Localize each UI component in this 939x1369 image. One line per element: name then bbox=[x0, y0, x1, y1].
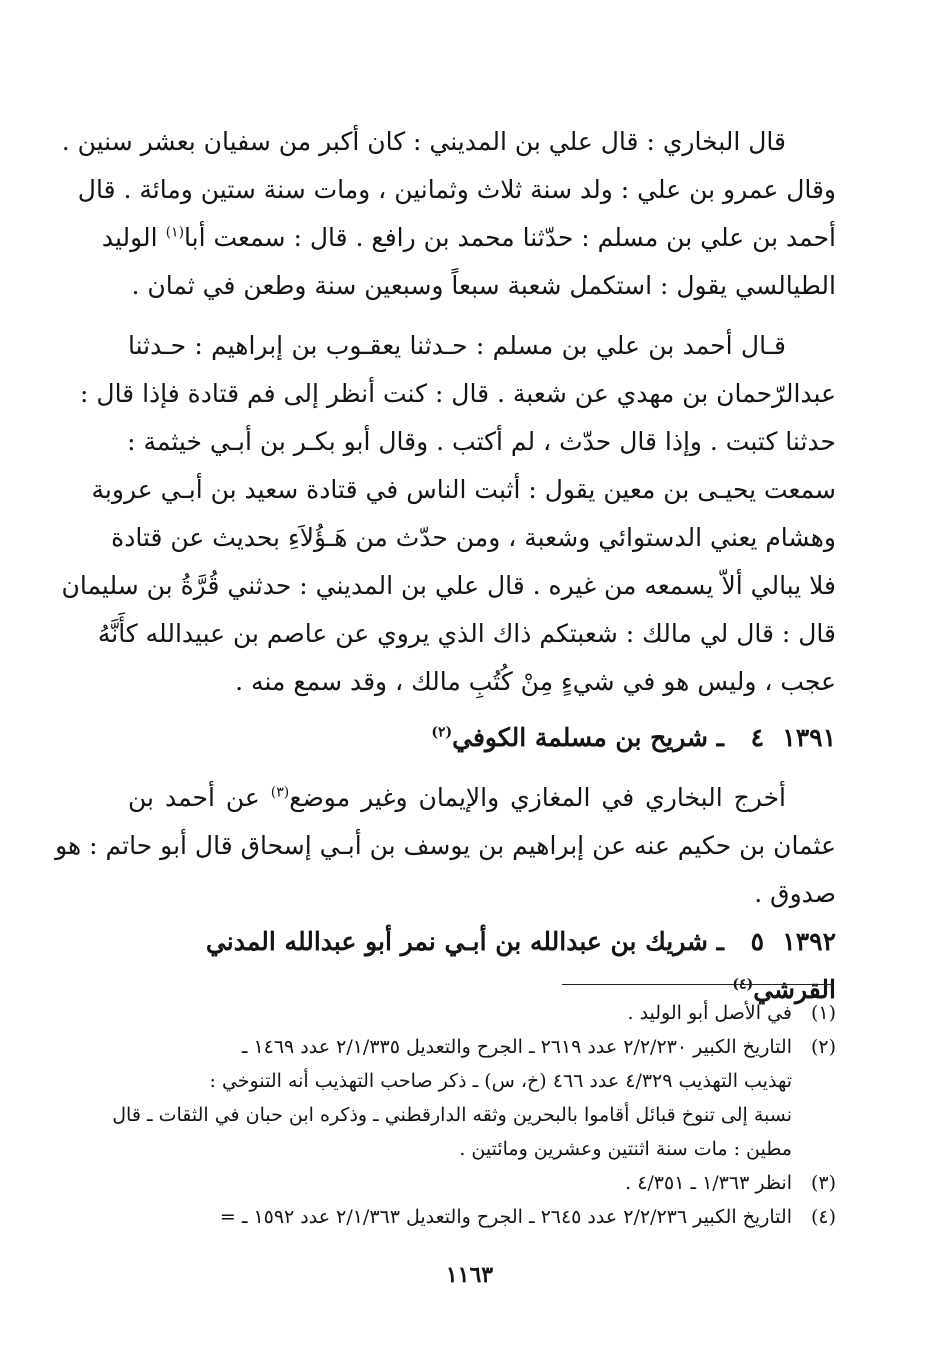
text-line: قـال أحمد بن علي بن مسلم : حـدثنا يعقـوب بن إبراهيم : حـدثنا bbox=[128, 331, 786, 360]
footnote-ref-4[interactable]: (٤) bbox=[732, 976, 754, 993]
entry-heading-1391 bbox=[128, 714, 836, 762]
footnote-mark: (٢) bbox=[810, 1036, 836, 1058]
footnote-3 bbox=[128, 1166, 836, 1200]
text-line: فلا يبالي ألاّ يسمعه من غيره . قال علي بن المديني : حدثني قُرَّةُ بن سليمان bbox=[61, 571, 836, 600]
text-line: عبدالرّحمان بن مهدي عن شعبة . قال : كنت أنظر إلى فم قتادة فإذا قال : bbox=[80, 379, 836, 408]
footnote-2-cont: نسبة إلى تنوخ قبائل أقاموا بالبحرين وثقه الدارقطني ـ وذكره ابن حبان في الثقات ـ قال bbox=[112, 1104, 792, 1126]
text-line: وقال عمرو بن علي : ولد سنة ثلاث وثمانين ، ومات سنة ستين ومائة . قال bbox=[77, 175, 836, 204]
footnote-ref-2[interactable]: (٢) bbox=[431, 724, 453, 741]
footnote-text: التاريخ الكبير ٢/٢/٢٣٠ عدد ٢٦١٩ ـ الجرح والتعديل ٢/١/٣٣٥ عدد ١٤٦٩ ـ bbox=[241, 1036, 792, 1058]
text-line: وهشام يعني الدستوائي وشعبة ، ومن حدّث من هَـؤُلاَءِ بحديث عن قتادة bbox=[111, 523, 836, 552]
entry-title: ـ شريك بن عبدالله بن أبـي نمر أبو عبدالله المدني القرشي bbox=[205, 927, 836, 1004]
entry-number: ١٣٩٢ bbox=[782, 927, 836, 956]
footnote-ref-3[interactable]: (٣) bbox=[270, 784, 290, 801]
text-line: عجب ، وليس هو في شيءٍ مِنْ كُتُبِ مالك ، وقد سمع منه . bbox=[235, 667, 836, 696]
footnote-2 bbox=[128, 1030, 836, 1064]
footnote-1 bbox=[128, 996, 836, 1030]
text-segment: أخرج البخاري في المغازي والإيمان وغير موضع bbox=[289, 783, 786, 812]
text-line: سمعت يحيـى بن معين يقول : أثبت الناس في قتادة سعيد بن أبـي عروبة bbox=[91, 475, 836, 504]
footnote-ref-1[interactable]: (١) bbox=[165, 224, 185, 241]
paragraph-2 bbox=[61, 322, 836, 706]
text-segment: أحمد بن علي بن مسلم : حدّثنا محمد بن رافع . قال : سمعت أبا bbox=[184, 223, 836, 252]
footnotes bbox=[112, 996, 836, 1234]
paragraph-1 bbox=[61, 118, 836, 310]
entry-subnumber: ٤ bbox=[750, 723, 764, 752]
footnote-text: في الأصل أبو الوليد . bbox=[627, 1002, 792, 1024]
main-text bbox=[55, 118, 836, 1014]
entry-subnumber: ٥ bbox=[750, 927, 764, 956]
text-line: الطيالسي يقول : استكمل شعبة سبعاً وسبعين سنة وطعن في ثمان . bbox=[131, 271, 836, 300]
footnote-mark: (٤) bbox=[810, 1206, 836, 1228]
footnote-4 bbox=[128, 1200, 836, 1234]
entry-title: ـ شريح بن مسلمة الكوفي bbox=[452, 723, 724, 752]
text-segment: عن أحمد بن bbox=[128, 783, 271, 812]
text-line-with-note bbox=[128, 774, 836, 822]
paragraph-3 bbox=[55, 774, 836, 918]
text-line: قال : قال لي مالك : شعبتكم ذاك الذي يروي عن عاصم بن عبيدالله كأَنَّهُ bbox=[97, 619, 836, 648]
text-line: صدوق . bbox=[754, 879, 836, 908]
text-line-with-note bbox=[101, 214, 836, 262]
footnote-text: التاريخ الكبير ٢/٢/٢٣٦ عدد ٢٦٤٥ ـ الجرح والتعديل ٢/١/٣٦٣ عدد ١٥٩٢ ـ = bbox=[219, 1206, 792, 1228]
footnote-text: انظر ١/٣٦٣ ـ ٤/٣٥١ . bbox=[625, 1172, 792, 1194]
footnote-mark: (٣) bbox=[810, 1172, 836, 1194]
footnote-separator bbox=[562, 984, 834, 985]
footnote-2-cont: مطين : مات سنة اثنتين وعشرين ومائتين . bbox=[459, 1138, 792, 1160]
text-line: حدثنا كتبت . وإذا قال حدّث ، لم أكتب . وقال أبو بكـر بن أبـي خيثمة : bbox=[127, 427, 836, 456]
entry-number: ١٣٩١ bbox=[782, 723, 836, 752]
text-line: عثمان بن حكيم عنه عن إبراهيم بن يوسف بن أبـي إسحاق قال أبو حاتم : هو bbox=[55, 831, 836, 860]
footnote-mark: (١) bbox=[810, 1002, 836, 1024]
page-number: ١١٦٣ bbox=[445, 1262, 494, 1288]
text-line: قال البخاري : قال علي بن المديني : كان أكبر من سفيان بعشر سنين . bbox=[61, 127, 786, 156]
footnote-2-cont: تهذيب التهذيب ٤/٣٢٩ عدد ٤٦٦ (خ، س) ـ ذكر صاحب التهذيب أنه التنوخي : bbox=[209, 1070, 792, 1092]
text-segment: الوليد bbox=[101, 223, 166, 252]
